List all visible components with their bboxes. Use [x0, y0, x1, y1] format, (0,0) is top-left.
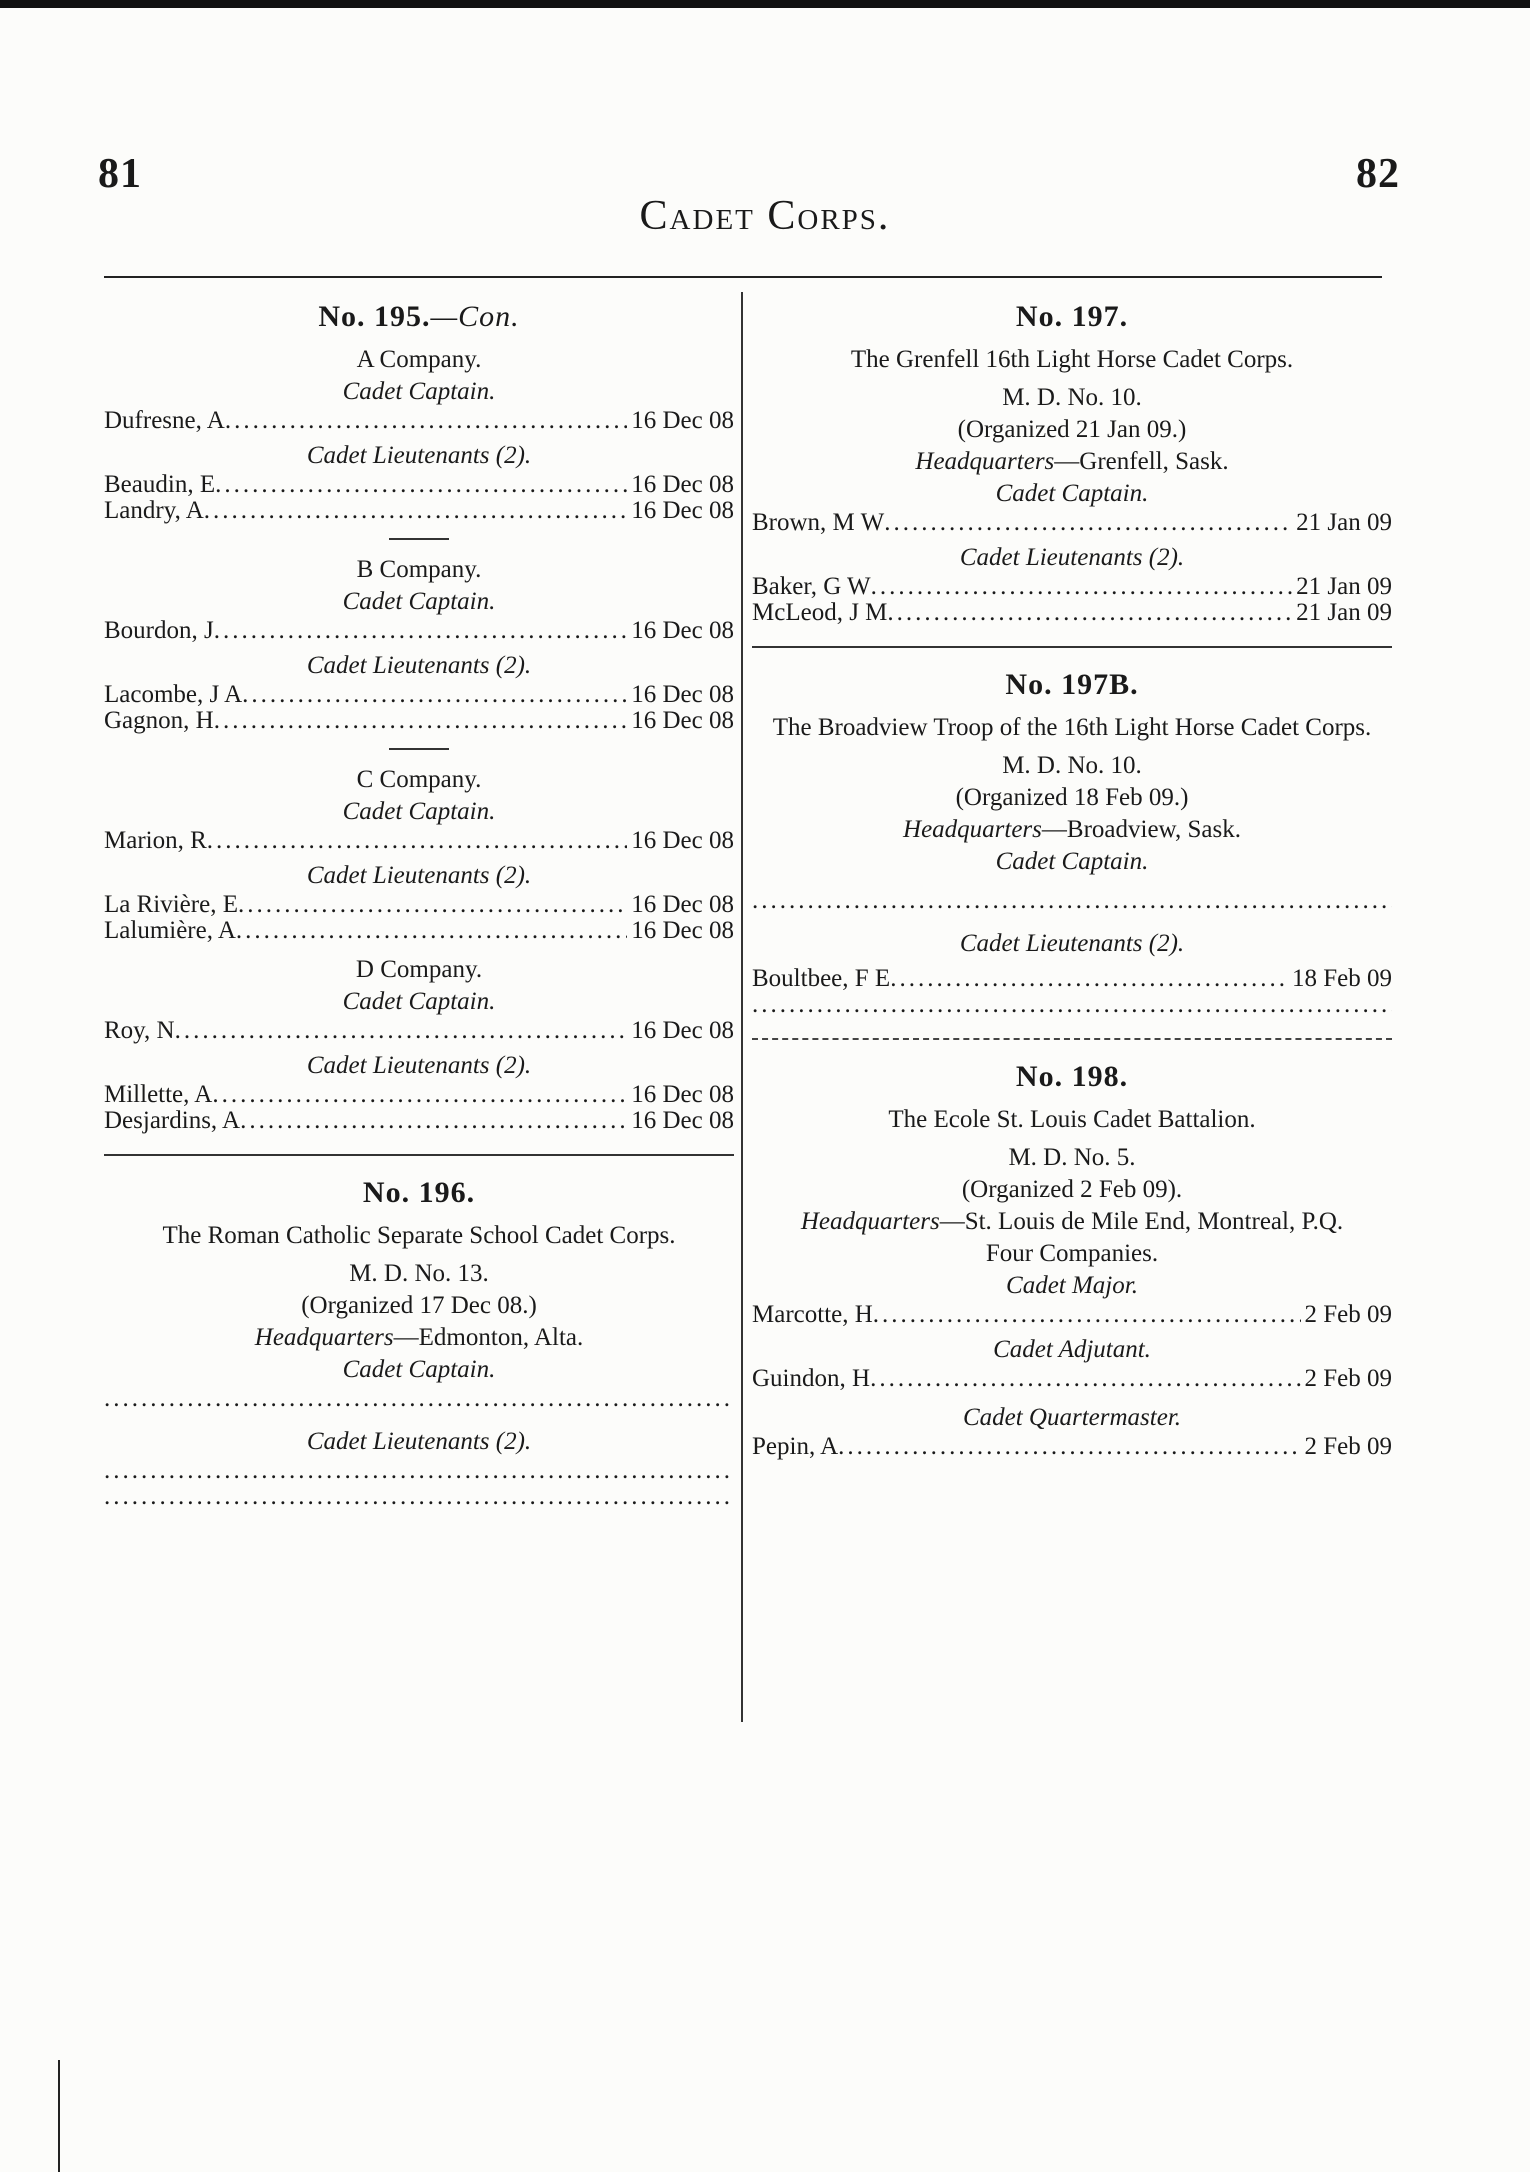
rank-label: Cadet Captain. [342, 1356, 496, 1383]
roster-row: Landry, A ..... 16 Dec 08 [104, 498, 734, 524]
scan-top-edge [0, 0, 1530, 8]
roster-row: Lacombe, J A ..... 16 Dec 08 [104, 682, 734, 708]
roster-row: Lalumière, A ..... 16 Dec 08 [104, 918, 734, 944]
rank-label: Cadet Lieutenants (2). [306, 442, 532, 469]
rank-label: Cadet Lieutenants (2). [306, 1052, 532, 1079]
headquarters: Headquarters—Edmonton, Alta. [254, 1324, 584, 1351]
military-district: M. D. No. 5. [1008, 1144, 1136, 1171]
companies-note: Four Companies. [985, 1240, 1159, 1267]
corps-title: The Ecole St. Louis Cadet Battalion. [888, 1106, 1256, 1133]
rank-label: Cadet Captain. [995, 480, 1149, 507]
roster-row: Dufresne, A ..... 16 Dec 08 [104, 408, 734, 434]
roster-row: La Rivière, E ..... 16 Dec 08 [104, 892, 734, 918]
military-district: M. D. No. 10. [1002, 752, 1142, 779]
section-divider [389, 538, 449, 540]
rank-label: Cadet Adjutant. [993, 1336, 1151, 1363]
roster-row: Guindon, H ..... 2 Feb 09 [752, 1366, 1392, 1392]
roster-row: Gagnon, H ..... 16 Dec 08 [104, 708, 734, 734]
vacant-entry [752, 888, 1392, 914]
vacant-entry [104, 1458, 734, 1484]
rank-label: Cadet Lieutenants (2). [959, 544, 1185, 571]
rank-label: Cadet Major. [1006, 1272, 1138, 1299]
roster-row: Desjardins, A ..... 16 Dec 08 [104, 1108, 734, 1134]
rank-label: Cadet Captain. [995, 848, 1149, 875]
rank-label: Cadet Captain. [342, 588, 496, 615]
entry-heading: No. 195.—Con. [318, 300, 520, 333]
vacant-entry [104, 1386, 734, 1412]
right-page-number: 82 [1356, 151, 1400, 197]
organized-date: (Organized 17 Dec 08.) [301, 1292, 537, 1319]
organized-date: (Organized 18 Feb 09.) [955, 784, 1189, 811]
company-label: D Company. [355, 956, 483, 983]
left-page-number: 81 [98, 151, 142, 197]
roster-row: McLeod, J M ..... 21 Jan 09 [752, 600, 1392, 626]
rank-label: Cadet Captain. [342, 798, 496, 825]
corps-title: The Roman Catholic Separate School Cadet Corps. [162, 1222, 676, 1249]
headquarters: Headquarters—Broadview, Sask. [903, 816, 1241, 843]
right-column [752, 300, 1392, 1460]
rank-label: Cadet Captain. [342, 378, 496, 405]
corps-title: The Grenfell 16th Light Horse Cadet Corps. [850, 346, 1294, 373]
military-district: M. D. No. 13. [349, 1260, 489, 1287]
entry-heading: No. 198. [1015, 1060, 1129, 1093]
company-label: A Company. [356, 346, 482, 373]
rank-label: Cadet Lieutenants (2). [306, 862, 532, 889]
section-divider [389, 748, 449, 750]
roster-row: Pepin, A ..... 2 Feb 09 [752, 1434, 1392, 1460]
entry-heading: No. 196. [362, 1176, 476, 1209]
column-divider [741, 292, 743, 1722]
roster-row: Baker, G W ..... 21 Jan 09 [752, 574, 1392, 600]
left-column [104, 300, 734, 1510]
header-rule [104, 276, 1382, 278]
headquarters: Headquarters—St. Louis de Mile End, Montreal, P.Q. [800, 1208, 1344, 1235]
headquarters: Headquarters—Grenfell, Sask. [915, 448, 1229, 475]
roster-row: Bourdon, J ..... 16 Dec 08 [104, 618, 734, 644]
military-district: M. D. No. 10. [1002, 384, 1142, 411]
scan-left-edge [58, 2060, 60, 2172]
running-head: Cadet Corps. [639, 193, 891, 239]
roster-row: Millette, A ..... 16 Dec 08 [104, 1082, 734, 1108]
rank-label: Cadet Quartermaster. [962, 1404, 1182, 1431]
rank-label: Cadet Lieutenants (2). [306, 1428, 532, 1455]
roster-row: Brown, M W ..... 21 Jan 09 [752, 510, 1392, 536]
vacant-entry [104, 1484, 734, 1510]
roster-row: Roy, N ..... 16 Dec 08 [104, 1018, 734, 1044]
company-label: B Company. [356, 556, 482, 583]
corps-title: The Broadview Troop of the 16th Light Horse Cadet Corps. [772, 714, 1372, 741]
roster-row: Marcotte, H ..... 2 Feb 09 [752, 1302, 1392, 1328]
entry-heading: No. 197. [1015, 300, 1129, 333]
vacant-entry [752, 992, 1392, 1018]
rank-label: Cadet Captain. [342, 988, 496, 1015]
rank-label: Cadet Lieutenants (2). [959, 930, 1185, 957]
roster-row: Beaudin, E ..... 16 Dec 08 [104, 472, 734, 498]
roster-row: Marion, R ..... 16 Dec 08 [104, 828, 734, 854]
rank-label: Cadet Lieutenants (2). [306, 652, 532, 679]
organized-date: (Organized 2 Feb 09). [961, 1176, 1183, 1203]
company-label: C Company. [356, 766, 482, 793]
roster-row: Boultbee, F E ..... 18 Feb 09 [752, 966, 1392, 992]
entry-heading: No. 197B. [1005, 668, 1139, 701]
organized-date: (Organized 21 Jan 09.) [957, 416, 1187, 443]
